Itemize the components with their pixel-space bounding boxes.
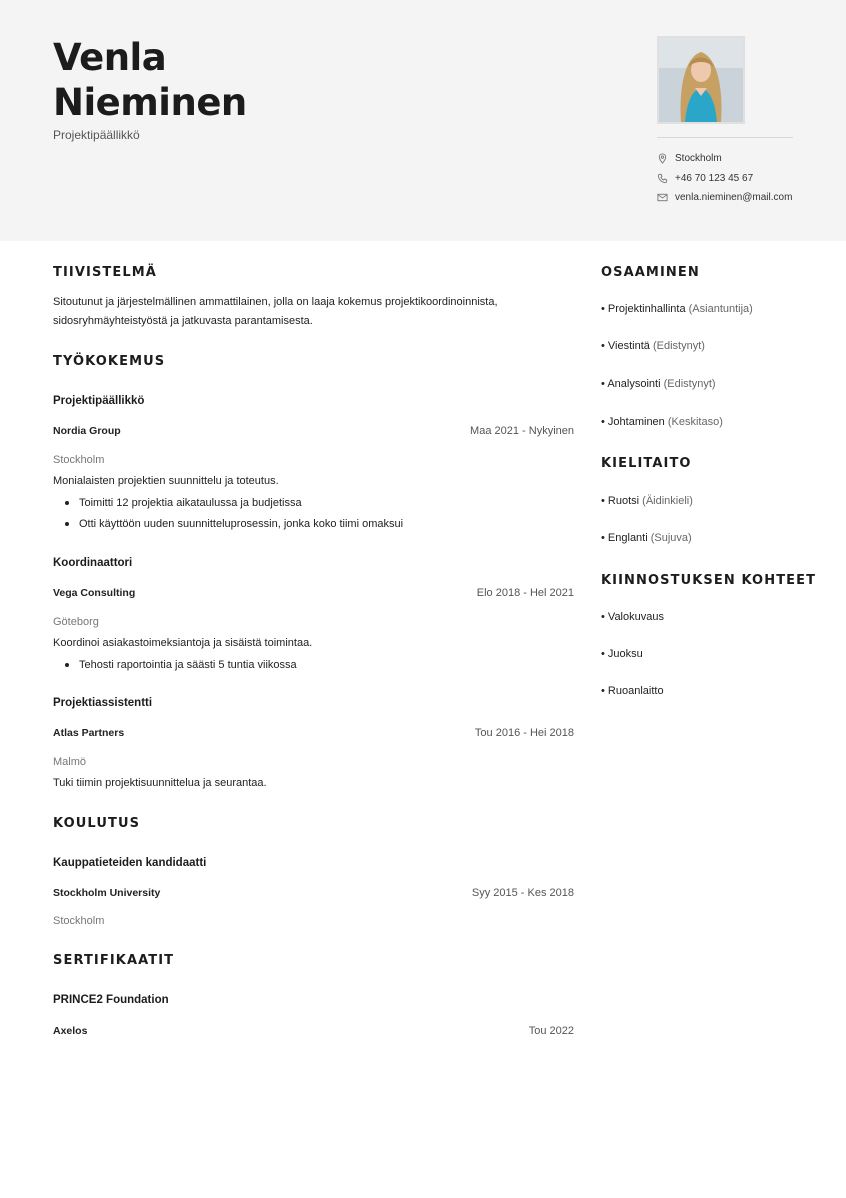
resume-header [0,0,846,241]
language-level: (Äidinkieli) [642,495,693,507]
job-description: Koordinoi asiakastoimeksiantoja ja sisäistä toimintaa. [53,637,313,649]
education-dates: Syy 2015 - Kes 2018 [471,887,574,899]
job-company: Nordia Group [53,425,121,437]
certificate-date: Tou 2022 [528,1025,574,1037]
first-name: Venla [53,36,167,79]
bullet-char: • [601,611,608,623]
education-location: Stockholm [53,915,105,927]
bullet-dot [65,501,69,505]
job-bullet [65,518,403,530]
contact-location [657,151,722,165]
summary-text [53,293,578,331]
contact-phone-text: +46 70 123 45 67 [675,172,754,184]
job-company: Vega Consulting [53,587,136,599]
job-description: Tuki tiimin projektisuunnittelua ja seurantaa. [53,777,267,789]
education-heading: KOULUTUS [53,816,141,831]
map-pin-icon [657,153,668,164]
skill-item [601,303,753,315]
interest-item [601,648,643,660]
education-degree: Kauppatieteiden kandidaatti [53,857,207,869]
job-role: Koordinaattori [53,557,133,569]
languages-heading: KIELITAITO [601,456,692,471]
contact-email-text: venla.nieminen@mail.com [675,191,793,203]
job-role: Projektiassistentti [53,697,153,709]
skill-level: (Keskitaso) [667,416,723,428]
summary-line-1: Sitoutunut ja järjestelmällinen ammattilainen, jolla on laaja kokemus projektikoordinoinnista, [53,296,498,308]
education-school: Stockholm University [53,887,161,899]
profile-photo-image [659,38,743,122]
skill-level: (Edistynyt) [663,378,716,390]
job-bullet [65,497,302,509]
skill-level: (Asiantuntija) [688,303,753,315]
job-bullet-text: Tehosti raportointia ja säästi 5 tuntia viikossa [79,659,297,671]
certificate-issuer: Axelos [53,1025,88,1037]
bullet-char: • [601,648,608,660]
job-role: Projektipäällikkö [53,395,145,407]
experience-heading: TYÖKOKEMUS [53,354,166,369]
job-company: Atlas Partners [53,727,125,739]
job-bullet-text: Toimitti 12 projektia aikataulussa ja budjetissa [79,497,302,509]
certificate-name: PRINCE2 Foundation [53,994,169,1006]
job-description: Monialaisten projektien suunnittelu ja toteutus. [53,475,279,487]
job-title: Projektipäällikkö [53,128,140,142]
bullet-char: • [601,416,608,428]
job-location: Göteborg [53,616,99,628]
job-bullet-text: Otti käyttöön uuden suunnitteluprosessin, jonka koko tiimi omaksui [79,518,404,530]
skill-name: Viestintä [607,340,650,352]
skill-name: Analysointi [607,378,661,390]
bullet-dot [65,522,69,526]
job-location: Stockholm [53,454,105,466]
summary-line-2: sidosryhmäyhteistyöstä ja jatkuvasta parantamisesta. [53,315,313,327]
contact-phone[interactable] [657,171,753,185]
last-name: Nieminen [53,81,247,124]
language-item [601,532,692,544]
skill-item [601,340,705,352]
job-dates: Tou 2016 - Hei 2018 [474,727,574,739]
summary-heading: TIIVISTELMÄ [53,265,157,280]
bullet-char: • [601,378,608,390]
job-dates: Elo 2018 - Hel 2021 [476,587,574,599]
profile-photo [657,36,745,124]
skill-name: Johtaminen [607,416,665,428]
full-name [53,35,247,125]
language-level: (Sujuva) [650,532,692,544]
phone-icon [657,173,668,184]
bullet-char: • [601,303,608,315]
mail-icon [657,192,668,203]
job-location: Malmö [53,756,87,768]
skill-item [601,416,723,428]
contact-divider [657,137,793,138]
skill-level: (Edistynyt) [652,340,705,352]
interest-name: Valokuvaus [607,611,664,623]
bullet-dot [65,663,69,667]
contact-email[interactable] [657,190,792,204]
job-bullet [65,659,297,671]
bullet-char: • [601,340,608,352]
interest-name: Juoksu [607,648,643,660]
bullet-char: • [601,495,608,507]
contact-location-text: Stockholm [675,152,722,164]
language-item [601,495,693,507]
bullet-char: • [601,685,608,697]
skill-item [601,378,716,390]
language-name: Englanti [607,532,648,544]
skill-name: Projektinhallinta [607,303,686,315]
interests-heading: KIINNOSTUKSEN KOHTEET [601,573,817,588]
certificates-heading: SERTIFIKAATIT [53,953,175,968]
interest-item [601,611,664,623]
interest-name: Ruoanlaitto [607,685,664,697]
bullet-char: • [601,532,608,544]
job-dates: Maa 2021 - Nykyinen [470,425,574,437]
skills-heading: OSAAMINEN [601,265,700,280]
interest-item [601,685,664,697]
language-name: Ruotsi [607,495,640,507]
